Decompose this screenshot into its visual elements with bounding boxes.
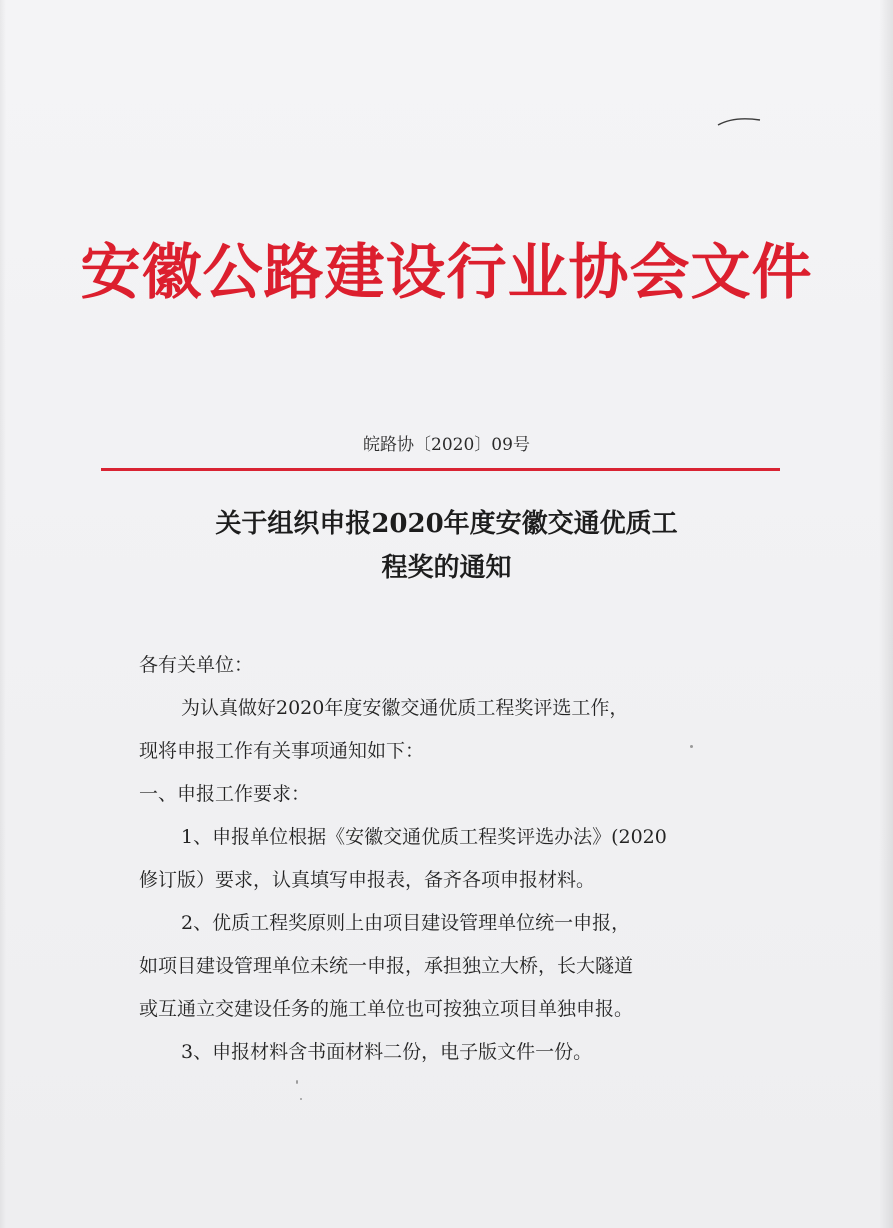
item-2-line-1: 2、优质工程奖原则上由项目建设管理单位统一申报， [181,912,631,934]
scan-edge-shadow-left [0,0,6,1228]
item-2-line-3: 或互通立交建设任务的施工单位也可按独立项目单独申报。 [139,998,634,1020]
notice-title [0,502,893,590]
intro-line-1: 为认真做好2020年度安徽交通优质工程奖评选工作， [181,697,629,719]
item-1-line-1: 1、申报单位根据《安徽交通优质工程奖评选办法》(2020 [181,826,667,848]
section-1-heading: 一、申报工作要求： [139,783,311,805]
notice-body [139,644,754,1074]
header-red-divider [101,468,780,471]
scan-speck [296,1080,298,1084]
pen-mark-decoration [716,114,762,128]
salutation: 各有关单位： [139,654,254,676]
scan-speck [690,745,693,748]
intro-line-2: 现将申报工作有关事项通知如下： [139,740,425,762]
document-number: 皖路协〔2020〕09号 [363,435,530,455]
organization-header-title: 安徽公路建设行业协会文件 [80,238,813,308]
notice-title-line-1: 关于组织申报2020年度安徽交通优质工 [215,509,678,539]
notice-title-line-2: 程奖的通知 [381,553,512,583]
item-1-line-2: 修订版）要求，认真填写申报表，备齐各项申报材料。 [139,869,596,891]
scan-edge-shadow-right [879,0,893,1228]
item-2-line-2: 如项目建设管理单位未统一申报，承担独立大桥，长大隧道 [139,955,634,977]
scan-speck [300,1098,302,1100]
item-3-line-1: 3、申报材料含书面材料二份，电子版文件一份。 [181,1041,593,1063]
